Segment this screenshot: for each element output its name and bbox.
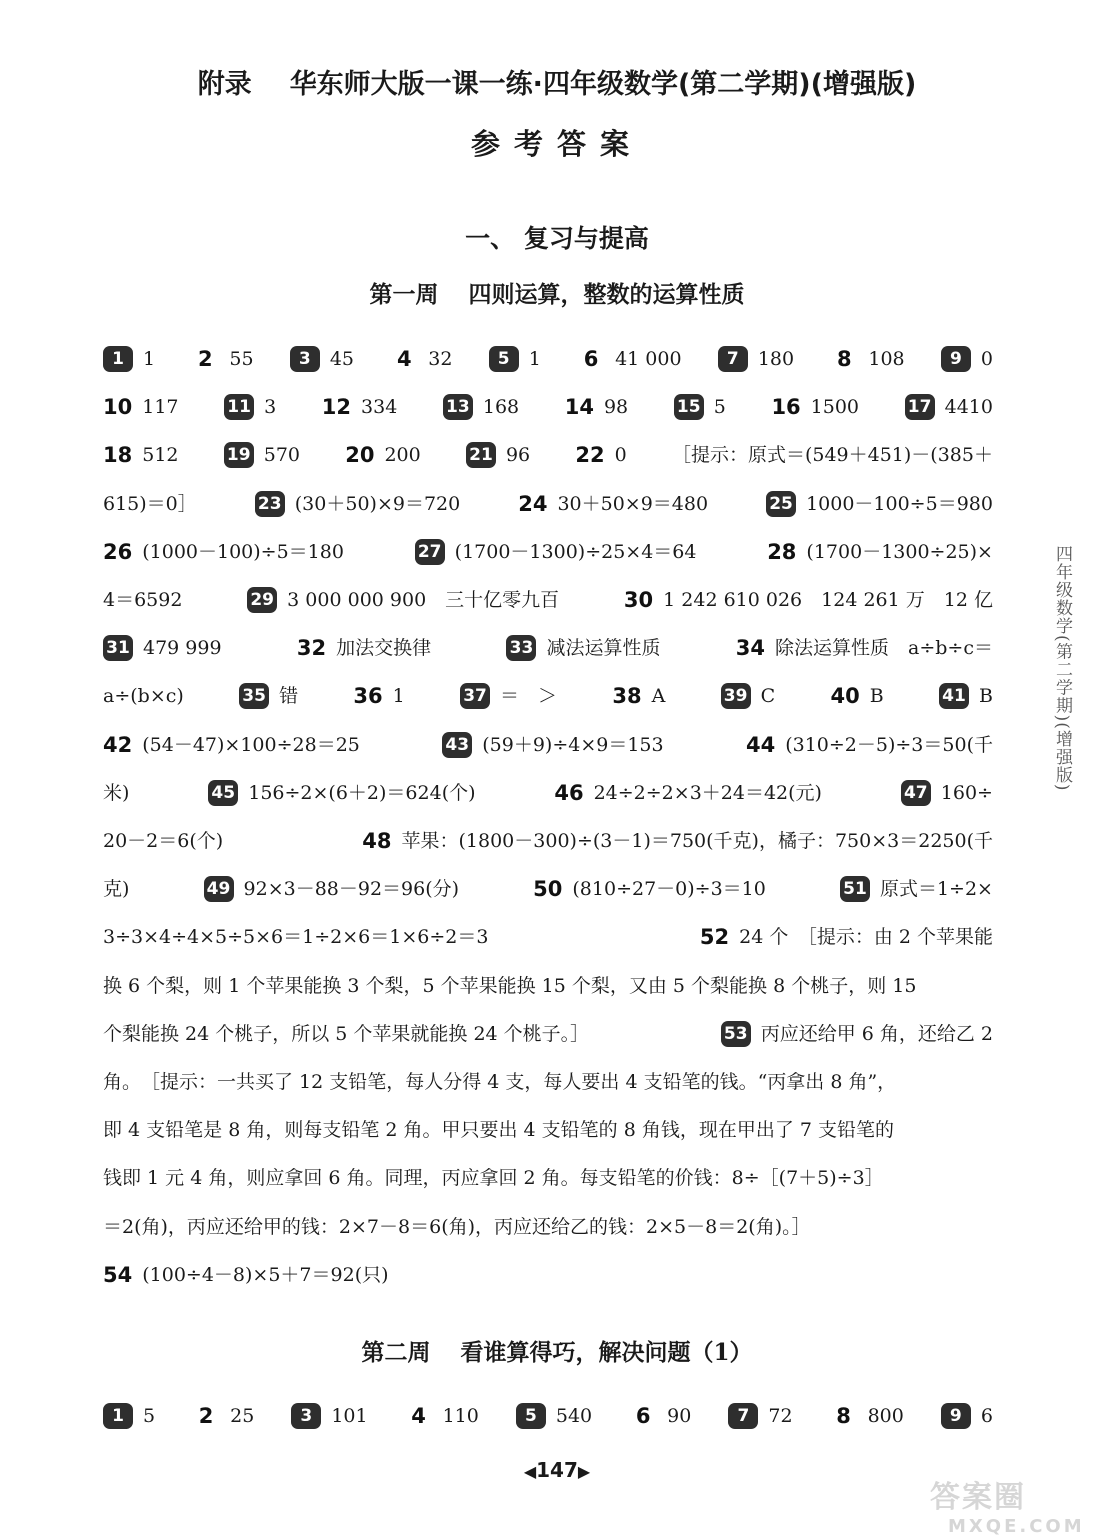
answer-item-45 xyxy=(208,776,475,810)
answer-text: 72 xyxy=(768,1405,793,1427)
week1-line xyxy=(103,1017,993,1051)
week1-line xyxy=(103,776,993,810)
answer-item-50 xyxy=(533,872,766,906)
question-number: 21 xyxy=(466,442,496,468)
week2-label: 第二周 xyxy=(361,1339,431,1366)
answer-item-18 xyxy=(103,438,179,472)
answer-item-26 xyxy=(103,535,344,569)
answer-continuation xyxy=(103,824,223,858)
question-number: 3 xyxy=(291,1403,321,1429)
answer-item-24 xyxy=(518,487,708,521)
question-number: 7 xyxy=(728,1403,758,1429)
answer-continuation xyxy=(103,583,182,617)
question-number: 30 xyxy=(623,588,654,612)
answer-text: 1 xyxy=(528,348,541,370)
question-number: 50 xyxy=(533,877,563,902)
question-number: 12 xyxy=(321,395,352,420)
answer-item-48 xyxy=(362,824,993,858)
question-number: 5 xyxy=(516,1403,546,1429)
answer-text: (1000－100)÷5＝180 xyxy=(142,540,344,563)
question-number: 39 xyxy=(721,683,751,709)
question-number: 19 xyxy=(224,442,254,468)
answer-item-3 xyxy=(291,1399,367,1433)
question-number: 52 xyxy=(699,925,730,950)
answer-item-34 xyxy=(736,631,993,665)
answer-continuation xyxy=(103,1113,894,1147)
week1-title xyxy=(0,276,1114,309)
answer-text: 除法运算性质 a÷b÷c＝ xyxy=(775,637,993,660)
question-number: 6 xyxy=(583,347,599,371)
answer-item-6 xyxy=(629,1399,691,1433)
question-number: 54 xyxy=(103,1262,133,1287)
question-number: 43 xyxy=(442,732,472,758)
question-number: 34 xyxy=(735,636,766,661)
question-number: 13 xyxy=(443,394,473,420)
week1-line xyxy=(103,1161,993,1195)
answer-item-19 xyxy=(224,438,300,472)
question-number: 44 xyxy=(745,732,776,757)
question-number: 26 xyxy=(103,539,133,564)
answer-item-35 xyxy=(239,679,298,713)
answer-item-25 xyxy=(766,487,993,521)
answer-text: 3 000 000 900 三十亿零九百 xyxy=(287,589,560,611)
question-number: 11 xyxy=(224,394,254,420)
answer-item-3 xyxy=(290,342,354,376)
week1-topic: 四则运算，整数的运算性质 xyxy=(468,281,745,308)
answer-text: a÷(b×c) xyxy=(103,685,184,708)
answer-text: 200 xyxy=(384,444,421,467)
question-number: 32 xyxy=(296,636,327,661)
answer-text: A xyxy=(651,685,666,708)
section-title: 一、 复习与提高 xyxy=(465,224,649,253)
answer-text: 96 xyxy=(505,444,531,467)
answer-text: (1700－1300÷25)× xyxy=(806,540,993,563)
answer-text: 800 xyxy=(867,1405,904,1427)
answer-item-36 xyxy=(353,679,404,713)
answer-text: 1 242 610 026 124 261 万 12 亿 xyxy=(663,589,993,611)
answer-text: (30＋50)×9＝720 xyxy=(294,492,461,515)
answer-continuation xyxy=(103,487,197,521)
answer-item-38 xyxy=(612,679,665,713)
answer-continuation xyxy=(103,679,184,713)
answer-item-29 xyxy=(247,583,559,617)
answer-item-30 xyxy=(624,583,993,617)
answer-text: (100÷4－8)×5＋7＝92(只) xyxy=(142,1263,389,1286)
answer-text: 6 xyxy=(980,1405,993,1427)
question-number: 14 xyxy=(564,395,594,420)
answer-text: 减法运算性质 xyxy=(546,637,661,660)
answer-item-1 xyxy=(103,342,155,376)
answer-text: 加法交换律 xyxy=(336,637,432,660)
answer-text: 41 000 xyxy=(615,348,682,370)
answer-continuation xyxy=(103,1065,896,1099)
question-number: 51 xyxy=(840,876,870,902)
answer-item-31 xyxy=(103,631,222,665)
answer-text: 1 xyxy=(392,685,405,708)
answer-item-27 xyxy=(415,535,697,569)
answer-continuation xyxy=(103,872,129,906)
answer-text: 90 xyxy=(667,1405,692,1427)
question-number: 23 xyxy=(255,491,285,517)
week1-line xyxy=(103,438,993,472)
answer-text: 即 4 支铅笔是 8 角，则每支铅笔 2 角。甲只要出 4 支铅笔的 8 角钱，现在甲出了 7 支铅笔的 xyxy=(103,1119,895,1142)
question-number: 27 xyxy=(415,539,445,565)
question-number: 2 xyxy=(198,347,213,371)
week2-topic: 看谁算得巧，解决问题（1） xyxy=(460,1339,753,1366)
answer-text: B xyxy=(869,685,884,708)
answer-text: 5 xyxy=(713,396,726,419)
answer-text: 错 xyxy=(279,685,299,708)
question-number: 53 xyxy=(721,1021,751,1047)
question-number: 7 xyxy=(718,346,748,372)
answer-continuation xyxy=(103,776,129,810)
answer-item-14 xyxy=(565,390,628,424)
question-number: 49 xyxy=(204,876,234,902)
week2-title xyxy=(0,1334,1114,1367)
week1-line xyxy=(103,583,993,617)
answer-item-10 xyxy=(103,390,179,424)
question-number: 8 xyxy=(836,1404,851,1428)
answer-text: 25 xyxy=(230,1405,255,1427)
answer-item-9 xyxy=(941,342,993,376)
answer-item-54 xyxy=(103,1258,389,1292)
question-number: 16 xyxy=(771,395,801,420)
answer-text: 334 xyxy=(361,396,398,419)
answer-item-42 xyxy=(103,728,360,762)
answer-item-8 xyxy=(830,1399,904,1433)
question-number: 36 xyxy=(353,684,383,709)
week1-line xyxy=(103,342,993,376)
right-arrow-icon: ▶ xyxy=(577,1462,591,1481)
answer-item-23 xyxy=(255,487,460,521)
answer-text: 117 xyxy=(142,396,179,419)
question-number: 42 xyxy=(103,732,133,757)
answer-text: 92×3－88－92＝96(分) xyxy=(243,878,460,901)
answer-item-46 xyxy=(554,776,822,810)
book-title: 华东师大版一课一练·四年级数学(第二学期)(增强版) xyxy=(289,69,917,100)
week1-line xyxy=(103,728,993,762)
answer-item-9 xyxy=(941,1399,993,1433)
answer-continuation xyxy=(103,1161,884,1195)
answer-item-5 xyxy=(516,1399,592,1433)
answer-item-8 xyxy=(830,342,904,376)
answer-item-4 xyxy=(405,1399,479,1433)
question-number: 25 xyxy=(766,491,796,517)
answer-item-13 xyxy=(443,390,519,424)
week1-line xyxy=(103,969,993,1003)
answer-item-16 xyxy=(771,390,859,424)
question-number: 17 xyxy=(905,394,935,420)
answer-text: 4410 xyxy=(944,396,993,419)
question-number: 24 xyxy=(518,491,548,516)
question-number: 48 xyxy=(362,829,392,853)
answer-text: 570 xyxy=(263,444,300,467)
week2-line xyxy=(103,1399,993,1433)
answer-text: 32 xyxy=(428,348,453,370)
question-number: 4 xyxy=(411,1404,426,1428)
week1-line xyxy=(103,631,993,665)
answer-item-33 xyxy=(506,631,660,665)
answer-item-1 xyxy=(103,1399,155,1433)
week1-line xyxy=(103,1065,993,1099)
answer-text: 101 xyxy=(331,1405,368,1427)
answer-text: 24÷2÷2×3＋24＝42(元) xyxy=(593,781,822,804)
answer-text: (59＋9)÷4×9＝153 xyxy=(482,733,664,756)
answer-text: 换 6 个梨，则 1 个苹果能换 3 个梨，5 个苹果能换 15 个梨，又由 5 个梨能换 8 个桃子，则 15 xyxy=(103,974,917,997)
answer-item-15 xyxy=(674,390,726,424)
answer-text: (54－47)×100÷28＝25 xyxy=(142,733,360,756)
question-number: 33 xyxy=(506,635,536,661)
question-number: 31 xyxy=(103,635,133,661)
answer-text: 540 xyxy=(555,1405,593,1427)
question-number: 10 xyxy=(103,395,133,420)
answer-item-5 xyxy=(489,342,541,376)
answer-item-53 xyxy=(721,1017,993,1051)
question-number: 8 xyxy=(837,347,852,371)
answer-text: 45 xyxy=(329,348,354,370)
week1-line xyxy=(103,1210,993,1244)
answer-item-39 xyxy=(721,679,776,713)
answer-text: 3÷3×4÷4×5÷5×6＝1÷2×6＝1×6÷2＝3 xyxy=(103,926,489,949)
question-number: 37 xyxy=(460,683,490,709)
answer-text: 98 xyxy=(603,396,629,419)
answer-text: 0 xyxy=(980,348,993,370)
question-number: 9 xyxy=(941,1403,971,1429)
answer-text: 3 xyxy=(264,396,277,419)
appendix-label: 附录 xyxy=(197,69,252,100)
answer-text: 丙应还给甲 6 角，还给乙 2 xyxy=(760,1022,993,1045)
answer-continuation xyxy=(103,1210,811,1244)
question-number: 20 xyxy=(345,443,375,468)
answer-item-47 xyxy=(901,776,993,810)
answer-item-40 xyxy=(830,679,883,713)
question-number: 38 xyxy=(612,684,642,709)
question-number: 5 xyxy=(489,346,519,372)
answer-text: ＝2(角)，丙应还给甲的钱：2×7－8＝6(角)，丙应还给乙的钱：2×5－8＝2(角)。］ xyxy=(103,1215,811,1238)
answer-text: 角。 ［提示：一共买了 12 支铅笔，每人分得 4 支，每人要出 4 支铅笔的钱。“丙拿出 8 角”， xyxy=(103,1071,897,1093)
answer-text: 30＋50×9＝480 xyxy=(557,492,709,515)
answer-text: 原式＝1÷2× xyxy=(879,878,993,901)
answer-text: 180 xyxy=(757,348,795,370)
answer-text: 512 xyxy=(142,444,179,467)
question-number: 15 xyxy=(674,394,704,420)
answer-text: 55 xyxy=(229,348,254,370)
answer-text: 156÷2×(6＋2)＝624(个) xyxy=(248,781,476,804)
answer-item-49 xyxy=(204,872,460,906)
question-number: 28 xyxy=(767,539,797,564)
question-number: 1 xyxy=(103,346,133,372)
answer-text: 479 999 xyxy=(143,637,222,660)
page-header xyxy=(0,62,1114,101)
answer-text: ＝ ＞ xyxy=(500,685,558,708)
question-number: 4 xyxy=(396,347,412,371)
question-number: 41 xyxy=(939,683,969,709)
answer-text: 20－2＝6(个) xyxy=(103,830,224,852)
answer-text: 5 xyxy=(143,1405,156,1427)
answer-text: 1 xyxy=(143,348,156,370)
answer-text: 克) xyxy=(103,878,130,901)
answer-item-20 xyxy=(345,438,421,472)
week1-line xyxy=(103,1258,993,1292)
left-arrow-icon: ◀ xyxy=(523,1462,537,1481)
answer-item-28 xyxy=(767,535,993,569)
question-number: 46 xyxy=(554,780,584,805)
answer-continuation xyxy=(103,920,488,954)
answer-item-2 xyxy=(191,342,253,376)
answer-text: (310÷2－5)÷3＝50(千 xyxy=(785,733,993,756)
answer-item-22 xyxy=(575,438,626,472)
question-number: 47 xyxy=(901,780,931,806)
question-number: 29 xyxy=(247,587,277,613)
answer-text: 615)＝0］ xyxy=(103,492,197,515)
answer-item-7 xyxy=(718,342,794,376)
week1-label: 第一周 xyxy=(369,281,439,308)
answer-text: 1000－100÷5＝980 xyxy=(806,492,993,515)
week1-line xyxy=(103,920,993,954)
answer-text: ［提示：原式＝(549＋451)－(385＋ xyxy=(671,444,993,467)
answer-item-17 xyxy=(905,390,993,424)
answers-title: 参考答案 xyxy=(470,127,643,161)
answer-item-2 xyxy=(192,1399,254,1433)
answer-item-52 xyxy=(700,920,993,954)
answer-text: 钱即 1 元 4 角，则应拿回 6 角。同理，丙应拿回 2 角。每支铅笔的价钱：8÷［(7＋5)÷3］ xyxy=(103,1167,884,1190)
question-number: 6 xyxy=(635,1404,651,1428)
answer-item-21 xyxy=(466,438,530,472)
answer-text: (1700－1300)÷25×4＝64 xyxy=(454,540,697,563)
answer-text: (810÷27－0)÷3＝10 xyxy=(572,878,766,901)
answer-item-43 xyxy=(442,728,663,762)
week1-line xyxy=(103,535,993,569)
answer-item-32 xyxy=(297,631,431,665)
answer-continuation xyxy=(672,438,993,472)
week1-line xyxy=(103,872,993,906)
answer-text: 160÷ xyxy=(940,781,993,804)
question-number: 18 xyxy=(103,443,133,468)
answer-text: 个梨能换 24 个桃子，所以 5 个苹果就能换 24 个桃子。］ xyxy=(103,1022,590,1045)
week1-line xyxy=(103,679,993,713)
week1-line xyxy=(103,1113,993,1147)
side-book-title: 四年级数学(第二学期)(增强版) xyxy=(1052,545,1072,792)
answer-text: 1500 xyxy=(810,396,860,419)
answer-item-11 xyxy=(224,390,276,424)
answer-text: 苹果：(1800－300)÷(3－1)＝750(千克)，橘子：750×3＝2250(千 xyxy=(401,830,993,852)
question-number: 9 xyxy=(941,346,971,372)
answer-text: 4＝6592 xyxy=(103,589,183,611)
answer-item-41 xyxy=(939,679,993,713)
answer-item-4 xyxy=(390,342,452,376)
week1-line xyxy=(103,824,993,858)
question-number: 45 xyxy=(208,780,238,806)
answer-item-44 xyxy=(746,728,993,762)
answer-text: 168 xyxy=(482,396,520,419)
week1-line xyxy=(103,390,993,424)
answer-text: 米) xyxy=(103,781,130,804)
question-number: 3 xyxy=(290,346,320,372)
watermark-logo: 答案圈 MXQE.COM xyxy=(930,1480,1085,1537)
answer-text: 108 xyxy=(868,348,905,370)
answer-text: 110 xyxy=(442,1405,479,1427)
answer-item-12 xyxy=(322,390,398,424)
question-number: 2 xyxy=(198,1404,214,1428)
answer-continuation xyxy=(103,1017,589,1051)
answer-text: C xyxy=(760,685,776,708)
question-number: 40 xyxy=(830,684,860,709)
answer-continuation xyxy=(103,969,916,1003)
answer-item-7 xyxy=(728,1399,792,1433)
answer-item-37 xyxy=(460,679,557,713)
question-number: 35 xyxy=(239,683,269,709)
answer-text: B xyxy=(978,685,993,708)
question-number: 22 xyxy=(575,443,605,468)
page-number: ◀147▶ xyxy=(523,1458,591,1482)
answer-item-51 xyxy=(840,872,993,906)
week1-line xyxy=(103,487,993,521)
question-number: 1 xyxy=(103,1403,133,1429)
answer-text: 0 xyxy=(614,444,627,467)
answer-text: 24 个 ［提示：由 2 个苹果能 xyxy=(739,926,993,949)
answer-item-6 xyxy=(577,342,681,376)
